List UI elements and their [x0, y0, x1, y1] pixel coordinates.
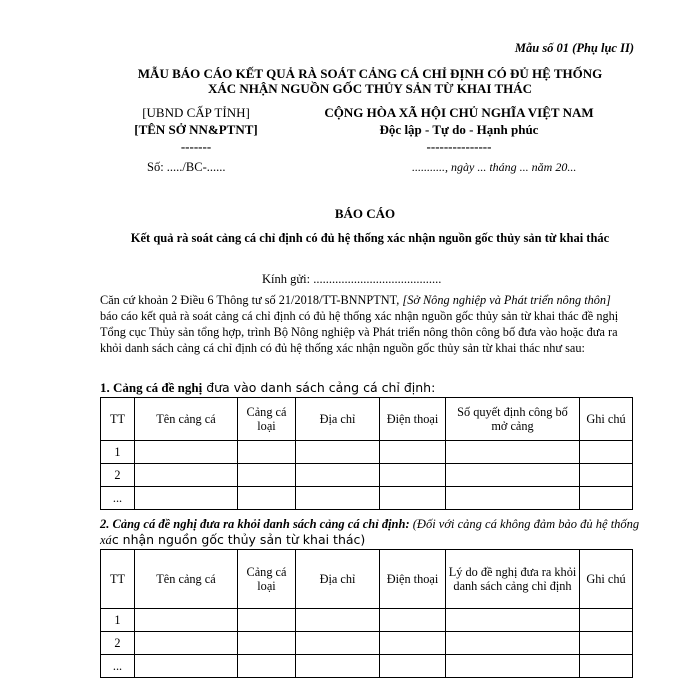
table-header-row — [101, 550, 633, 609]
table-cell[interactable] — [238, 632, 296, 655]
report-recipient: Kính gửi: ......................................... — [262, 272, 442, 286]
table-cell[interactable] — [135, 632, 238, 655]
col-ghi-chu: Ghi chú — [580, 398, 633, 441]
table-cell[interactable] — [238, 487, 296, 510]
table-cell[interactable] — [380, 632, 446, 655]
table-cell[interactable] — [580, 441, 633, 464]
para-start: Căn cứ khoản 2 Điều 6 Thông tư số 21/2018/TT-BNNPTNT, — [100, 293, 403, 307]
table-cell[interactable] — [446, 609, 580, 632]
table-cell[interactable] — [238, 609, 296, 632]
table-cell[interactable] — [296, 441, 380, 464]
section2-heading — [100, 517, 640, 548]
table-cell[interactable] — [135, 441, 238, 464]
table-cell[interactable] — [135, 655, 238, 678]
table-cell[interactable] — [296, 464, 380, 487]
agency-header — [116, 104, 276, 155]
agency-dashes: ------- — [180, 139, 212, 154]
table-cell[interactable] — [135, 609, 238, 632]
report-title: BÁO CÁO — [334, 206, 396, 221]
table-row — [101, 441, 633, 464]
table-cell[interactable] — [238, 441, 296, 464]
national-motto: Độc lập - Tự do - Hạnh phúc — [379, 122, 539, 137]
report-subtitle: Kết quả rà soát cảng cá chỉ định có đủ hệ thống xác nhận nguồn gốc thủy sản từ khai thác — [130, 231, 610, 245]
row-number: 2 — [101, 464, 135, 487]
document-number: Số: ...../BC-...... — [147, 160, 226, 174]
col-dien-thoai: Điện thoại — [380, 398, 446, 441]
row-number: 2 — [101, 632, 135, 655]
table-row — [101, 464, 633, 487]
national-header — [300, 104, 618, 155]
table-cell[interactable] — [446, 487, 580, 510]
col-tt: TT — [101, 398, 135, 441]
section1-bold: 1. Cảng cá đề nghị — [100, 380, 203, 395]
table-cell[interactable] — [296, 655, 380, 678]
col-dien-thoai: Điện thoại — [380, 550, 446, 609]
table-cell[interactable] — [446, 655, 580, 678]
table-cell[interactable] — [380, 609, 446, 632]
table-cell[interactable] — [135, 487, 238, 510]
document-date: ..........., ngày ... tháng ... năm 20... — [412, 160, 577, 174]
agency-line1: [UBND CẤP TỈNH] — [142, 105, 250, 120]
table-cell[interactable] — [380, 464, 446, 487]
col-ly-do: Lý do đề nghị đưa ra khỏi danh sách cảng chỉ định — [446, 550, 580, 609]
table-header-row — [101, 398, 633, 441]
col-dia-chi: Địa chỉ — [296, 550, 380, 609]
table-cell[interactable] — [296, 609, 380, 632]
table-cell[interactable] — [238, 655, 296, 678]
col-tt: TT — [101, 550, 135, 609]
table-row — [101, 632, 633, 655]
table-cell[interactable] — [135, 464, 238, 487]
table-cell[interactable] — [446, 464, 580, 487]
col-dia-chi: Địa chỉ — [296, 398, 380, 441]
form-number: Mẫu số 01 (Phụ lục II) — [514, 41, 634, 55]
section2-bold: 2. Cảng cá đề nghị đưa ra khỏi danh sách cảng cá chỉ định: — [100, 517, 410, 531]
table-cell[interactable] — [446, 632, 580, 655]
table-cell[interactable] — [296, 632, 380, 655]
row-number: 1 — [101, 441, 135, 464]
col-ten-cang-ca: Tên cảng cá — [135, 550, 238, 609]
col-cang-ca-loai: Cảng cá loại — [238, 550, 296, 609]
section2-rest: c nhận nguồn gốc thủy sản từ khai thác) — [111, 532, 366, 547]
table-row — [101, 655, 633, 678]
table-section2 — [100, 549, 633, 678]
col-so-quyet-dinh: Số quyết định công bố mở cảng — [446, 398, 580, 441]
table-cell[interactable] — [580, 632, 633, 655]
table-cell[interactable] — [446, 441, 580, 464]
table-cell[interactable] — [380, 441, 446, 464]
col-cang-ca-loai: Cảng cá loại — [238, 398, 296, 441]
table-row — [101, 609, 633, 632]
row-number: ... — [101, 487, 135, 510]
table-cell[interactable] — [238, 464, 296, 487]
table-cell[interactable] — [580, 655, 633, 678]
col-ghi-chu: Ghi chú — [580, 550, 633, 609]
row-number: ... — [101, 655, 135, 678]
report-paragraph — [100, 292, 628, 356]
table-cell[interactable] — [580, 464, 633, 487]
table-cell[interactable] — [380, 655, 446, 678]
col-ten-cang-ca: Tên cảng cá — [135, 398, 238, 441]
section2-italic: (Đối với cảng cá không đảm bảo đủ hệ thống xá — [100, 517, 640, 547]
row-number: 1 — [101, 609, 135, 632]
para-italic: [Sở Nông nghiệp và Phát triển nông thôn] — [402, 293, 611, 307]
section1-heading — [100, 380, 435, 396]
para-rest: báo cáo kết quả rà soát cảng cá chỉ định có đủ hệ thống xác nhận nguồn gốc thủy sản từ khai thác đề nghị Tổng cục Thủy sản tổng hợp, trình Bộ Nông nghiệp và Phát triển nông thôn công bố đưa vào hoặc đưa ra khỏi danh sách cảng cá chỉ định có đủ hệ thống xác nhận nguồn gốc thủy sản từ khai thác như sau: — [100, 309, 619, 355]
table-cell[interactable] — [580, 487, 633, 510]
main-title-line2: XÁC NHẬN NGUỒN GỐC THỦY SẢN TỪ KHAI THÁC — [207, 81, 533, 96]
table-section1 — [100, 397, 633, 510]
table-cell[interactable] — [296, 487, 380, 510]
table-row — [101, 487, 633, 510]
main-title-line1: MẪU BÁO CÁO KẾT QUẢ RÀ SOÁT CẢNG CÁ CHỈ ĐỊNH CÓ ĐỦ HỆ THỐNG — [137, 66, 603, 81]
national-name: CỘNG HÒA XÃ HỘI CHỦ NGHĨA VIỆT NAM — [324, 105, 594, 120]
agency-line2: [TÊN SỞ NN&PTNT] — [134, 122, 258, 137]
national-dashes: --------------- — [426, 139, 492, 154]
section1-rest: đưa vào danh sách cảng cá chỉ định: — [202, 380, 436, 395]
table-cell[interactable] — [580, 609, 633, 632]
table-cell[interactable] — [380, 487, 446, 510]
main-title — [100, 66, 640, 96]
